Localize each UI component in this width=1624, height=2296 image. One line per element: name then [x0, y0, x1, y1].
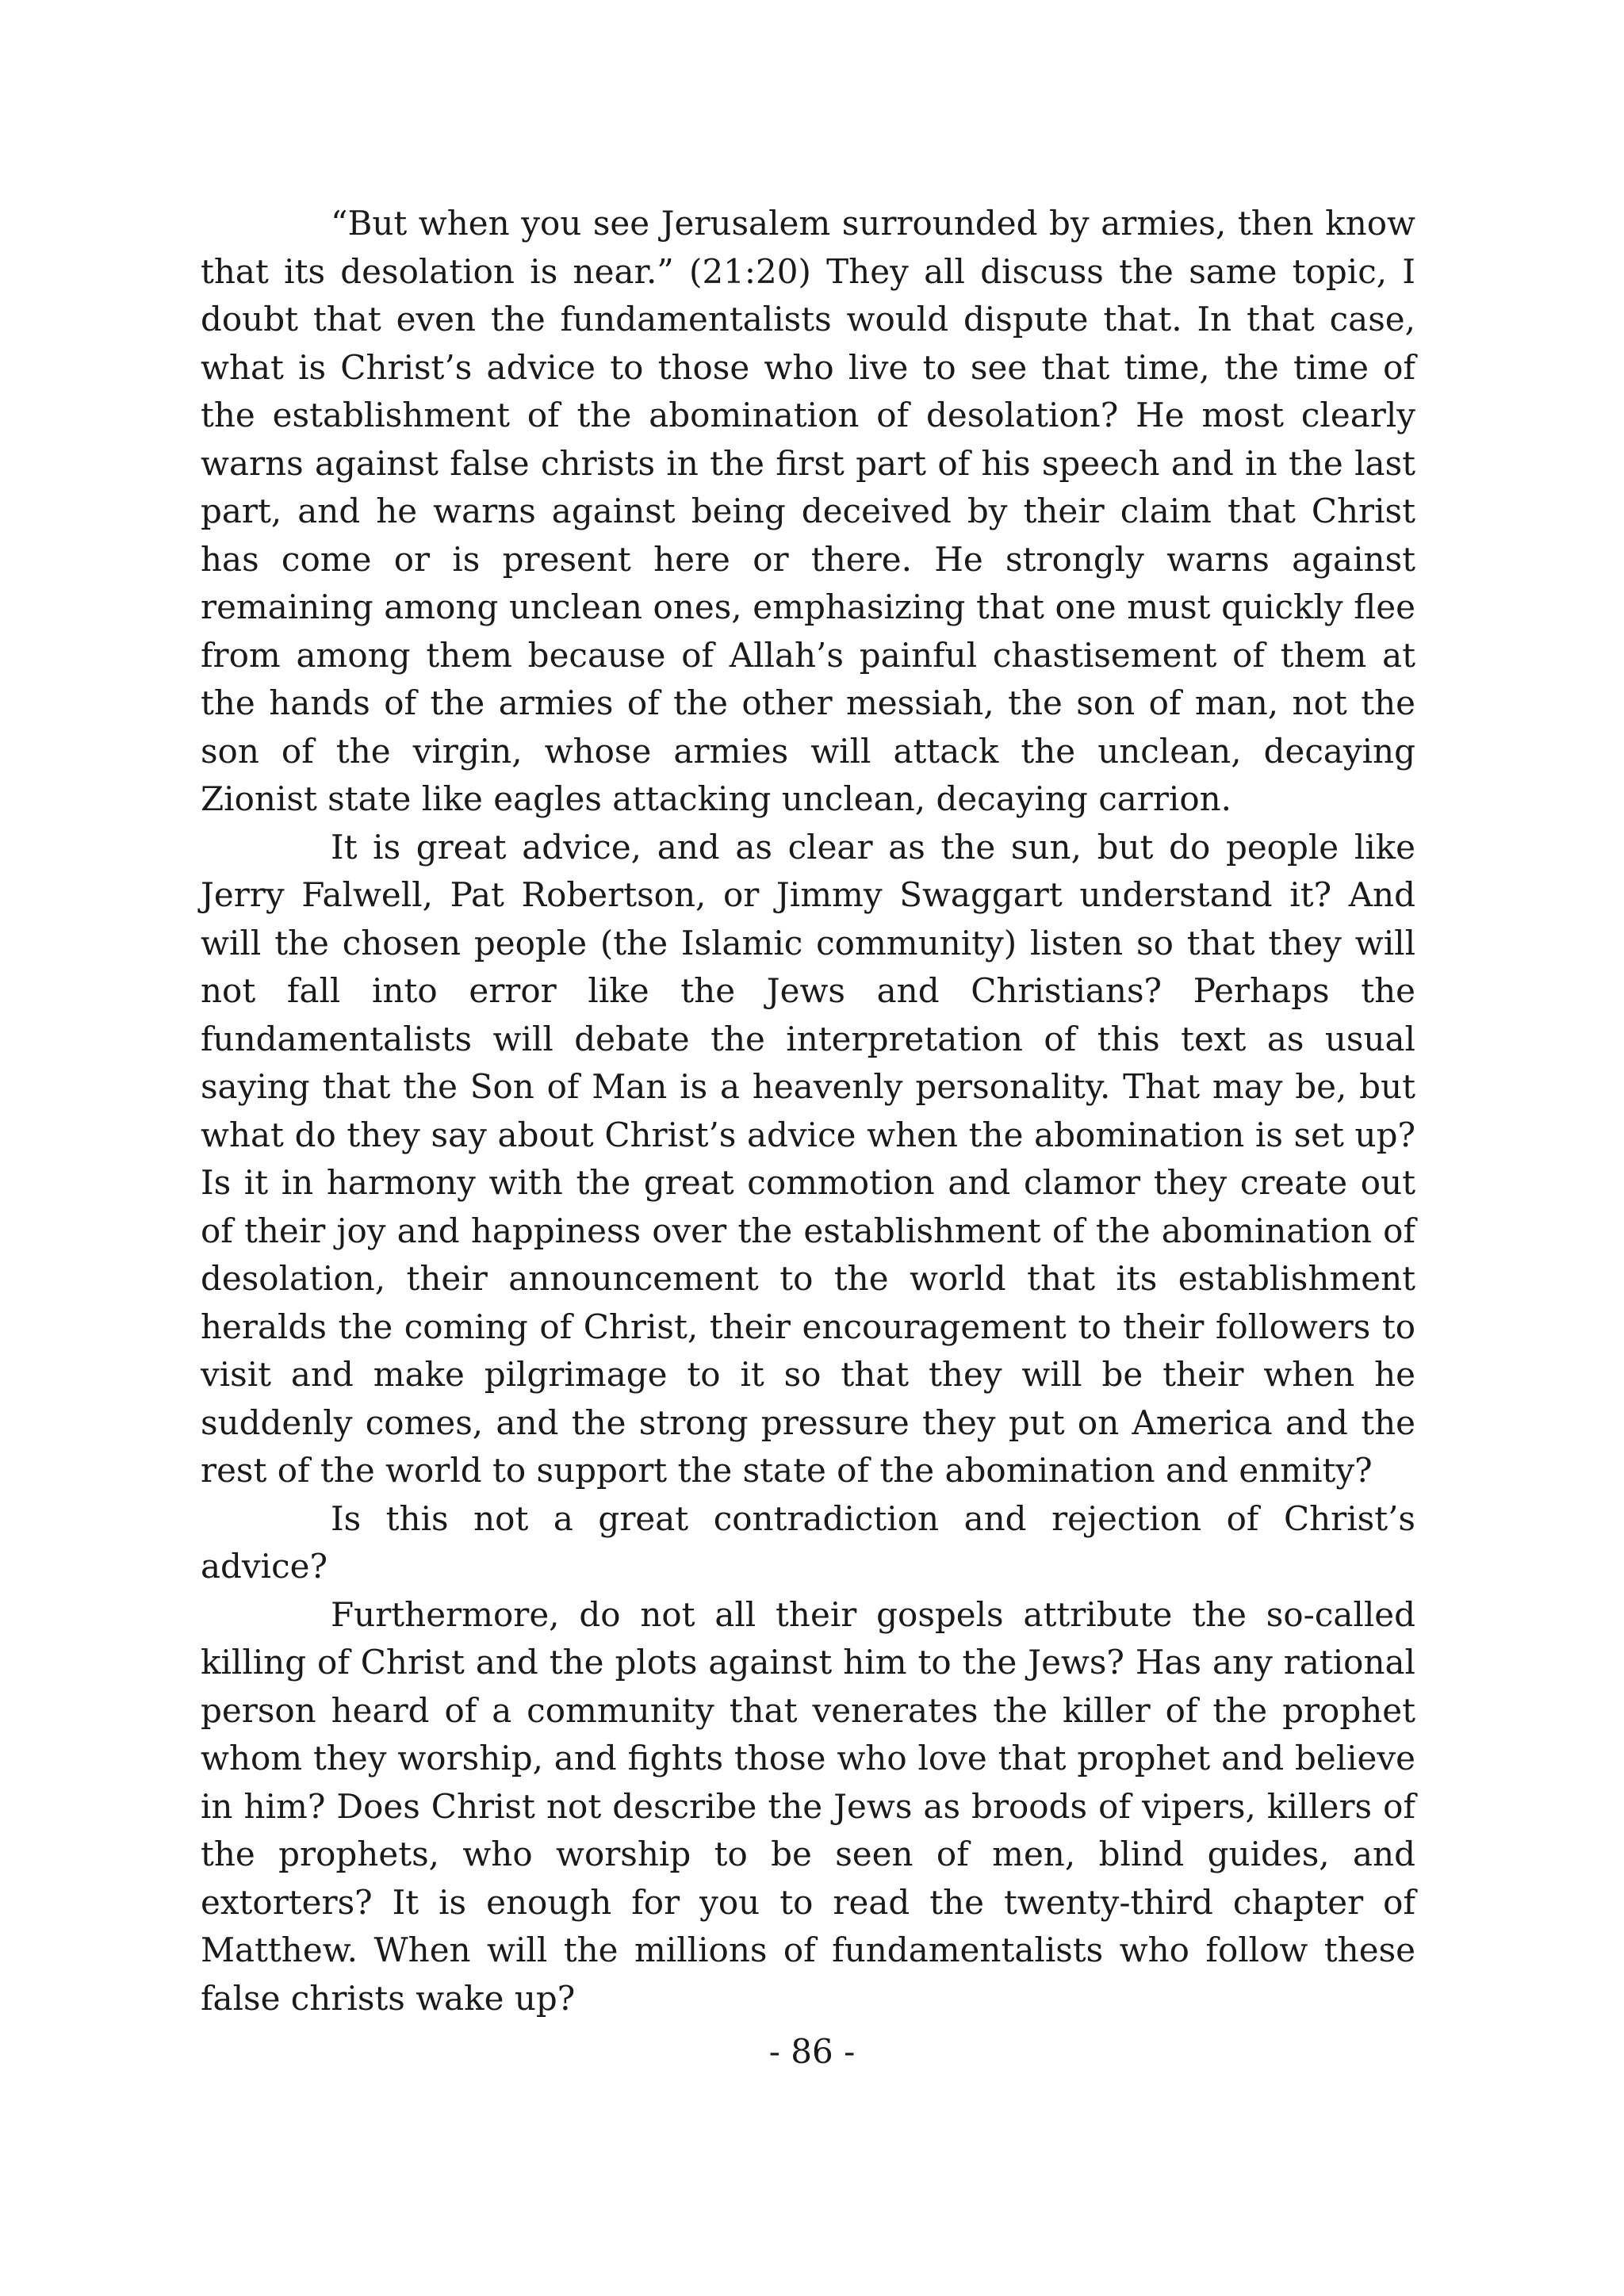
paragraph-3: Is this not a great contradiction and rejection of Christ’s advice?	[201, 1498, 1415, 1586]
page-number: - 86 -	[768, 2032, 856, 2071]
paragraph-4: Furthermore, do not all their gospels attribute the so-called killing of Christ and the plots against him to the Jews? Has any rational person heard of a community that venerates the killer of the prophet whom they worship, and fights those who love that prophet and believe in him? Does Christ not describe the Jews as broods of vipers, killers of the prophets, who worship to be seen of men, blind guides, and extorters? It is enough for you to read the twenty-third chapter of Matthew. When will the millions of fundamentalists who follow these false christs wake up?	[201, 1594, 1415, 2018]
paragraph-2: It is great advice, and as clear as the sun, but do people like Jerry Falwell, Pat Robertson, or Jimmy Swaggart understand it? And will the chosen people (the Islamic community) listen so that they will not fall into error like the Jews and Christians? Perhaps the fundamentalists will debate the interpretation of this text as usual saying that the Son of Man is a heavenly personality. That may be, but what do they say about Christ’s advice when the abomination is set up? Is it in harmony with the great commotion and clamor they create out of their joy and happiness over the establishment of the abomination of desolation, their announcement to the world that its establishment heralds the coming of Christ, their encouragement to their followers to visit and make pilgrimage to it so that they will be their when he suddenly comes, and the strong pressure they put on America and the rest of the world to support the state of the abomination and enmity?	[201, 827, 1415, 1490]
body-text	[201, 200, 1415, 2022]
paragraph-1: “But when you see Jerusalem surrounded by armies, then know that its desolation is near.” (21:20) They all discuss the same topic, I doubt that even the fundamentalists would dispute that. In that case, what is Christ’s advice to those who live to see that time, the time of the establishment of the abomination of desolation? He most clearly warns against false christs in the first part of his speech and in the last part, and he warns against being deceived by their claim that Christ has come or is present here or there. He strongly warns against remaining among unclean ones, emphasizing that one must quickly flee from among them because of Allah’s painful chastisement of them at the hands of the armies of the other messiah, the son of man, not the son of the virgin, whose armies will attack the unclean, decaying Zionist state like eagles attacking unclean, decaying carrion.	[201, 204, 1415, 818]
